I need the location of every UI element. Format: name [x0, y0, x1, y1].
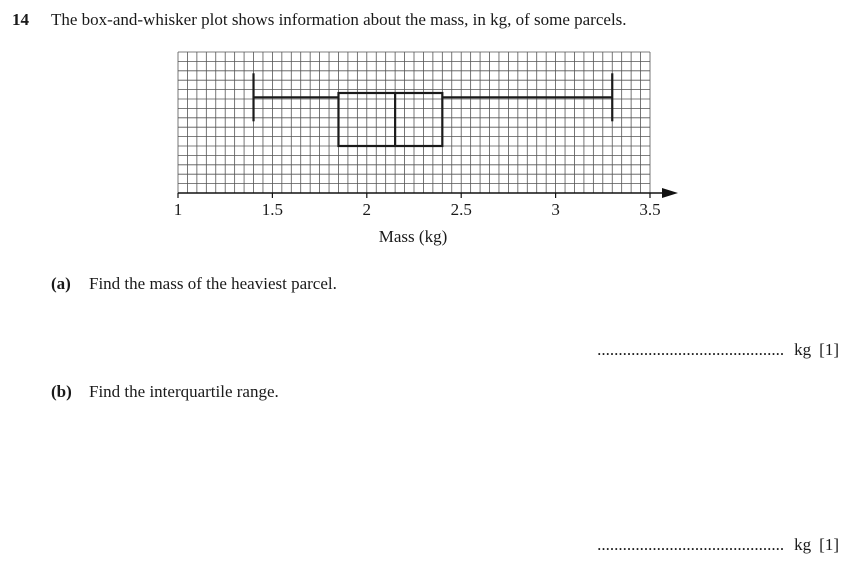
x-tick-label: 1.5 — [261, 200, 284, 219]
x-tick-label: 1 — [173, 200, 183, 219]
x-tick-label: 2 — [362, 200, 372, 219]
part-b-answer-dots[interactable]: ............................................ — [597, 535, 785, 554]
question-stem: The box-and-whisker plot shows information about the mass, in kg, of some parcels. — [51, 10, 627, 29]
part-b-label: (b) — [51, 382, 72, 401]
interquartile-box — [338, 93, 442, 146]
part-a-marks: [1] — [819, 340, 839, 359]
x-tick-label: 3 — [551, 200, 560, 219]
x-tick-label: 2.5 — [450, 200, 472, 219]
part-b-text: Find the interquartile range. — [89, 382, 279, 401]
question-number: 14 — [12, 10, 29, 29]
part-b-unit: kg — [794, 535, 812, 554]
part-b — [51, 382, 279, 402]
part-a-text: Find the mass of the heaviest parcel. — [89, 274, 337, 293]
part-a-answer-dots[interactable]: ............................................ — [597, 340, 785, 359]
part-a-unit: kg — [794, 340, 812, 359]
part-a-answer-line[interactable] — [597, 340, 839, 360]
part-b-answer-line[interactable] — [597, 535, 839, 555]
x-axis — [174, 188, 678, 219]
grid-paper — [178, 52, 650, 193]
part-a-label: (a) — [51, 274, 71, 293]
x-axis-label: Mass (kg) — [378, 227, 448, 246]
part-a — [51, 274, 337, 294]
x-axis-arrow-icon — [662, 188, 678, 198]
x-tick-label: 3.5 — [639, 200, 661, 219]
part-b-marks: [1] — [819, 535, 839, 554]
